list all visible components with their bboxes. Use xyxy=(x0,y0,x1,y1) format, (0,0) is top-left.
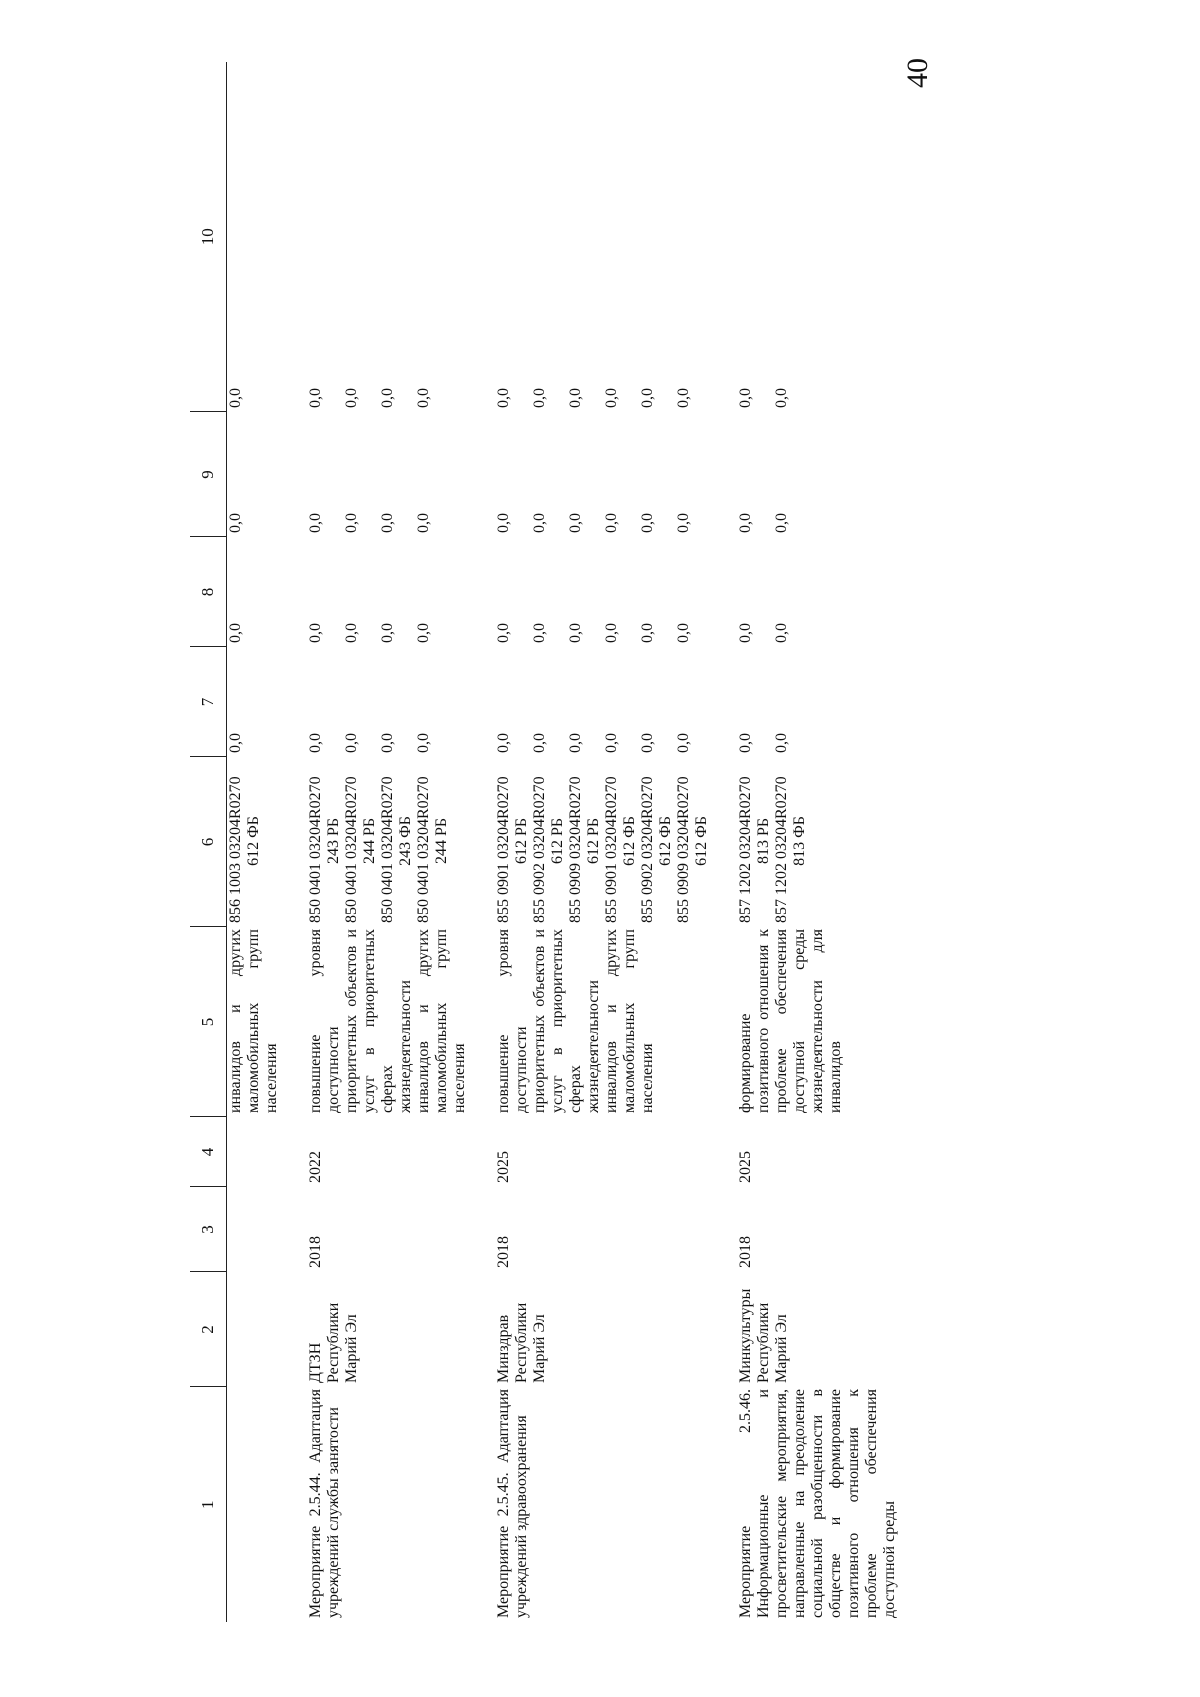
col-header-1: 1 xyxy=(190,1387,227,1622)
budget-code-cell xyxy=(495,757,737,927)
amount-cell-c9 xyxy=(227,412,308,537)
table-row xyxy=(307,62,495,1622)
measure-name-cell: Мероприятие 2.5.44. Адаптация учреждений службы занятости xyxy=(307,1389,342,1618)
col-header-9: 9 xyxy=(190,412,227,537)
amount-value: 0,0 xyxy=(773,623,790,643)
amount-value: 0,0 xyxy=(567,513,584,533)
amount-value: 0,0 xyxy=(531,513,548,533)
col-header-4: 4 xyxy=(190,1117,227,1187)
amount-cell-c8 xyxy=(307,537,495,647)
budget-code: 857 1202 03204R0270 xyxy=(737,776,754,923)
amount-cell-c10 xyxy=(307,62,495,412)
executor-cell xyxy=(227,1272,308,1387)
amount-value: 0,0 xyxy=(415,513,432,533)
col-header-6: 6 xyxy=(190,757,227,927)
start-year-cell: 2018 xyxy=(307,1236,324,1268)
amount-value: 0,0 xyxy=(379,388,396,408)
amount-cell-c10 xyxy=(495,62,737,412)
amount-value: 0,0 xyxy=(675,388,692,408)
budget-code: 855 0909 03204R0270 xyxy=(567,776,584,923)
amount-value: 0,0 xyxy=(307,388,324,408)
amount-value: 0,0 xyxy=(379,623,396,643)
budget-code: 850 0401 03204R0270 xyxy=(343,776,360,923)
budget-code-suffix: 813 РБ xyxy=(755,817,772,865)
end-year-cell: 2022 xyxy=(307,1151,324,1183)
amount-value: 0,0 xyxy=(343,623,360,643)
amount-cell-c8 xyxy=(227,537,308,647)
budget-code-suffix: 813 ФБ xyxy=(791,816,808,866)
table-body xyxy=(227,62,926,1622)
table-row xyxy=(737,62,925,1622)
budget-code: 850 0401 03204R0270 xyxy=(307,776,324,923)
budget-code-cell xyxy=(307,757,495,927)
budget-code: 855 0901 03204R0270 xyxy=(603,776,620,923)
budget-code: 850 0401 03204R0270 xyxy=(379,776,396,923)
rotated-table-container xyxy=(190,62,980,1622)
amount-value: 0,0 xyxy=(343,513,360,533)
col-header-3: 3 xyxy=(190,1187,227,1272)
amount-cell-c9 xyxy=(307,412,495,537)
amount-value: 0,0 xyxy=(567,733,584,753)
col-header-5: 5 xyxy=(190,927,227,1117)
budget-code-suffix: 612 ФБ xyxy=(657,816,674,866)
start-year-cell xyxy=(227,1187,308,1272)
amount-value: 0,0 xyxy=(307,733,324,753)
amount-cell-c8 xyxy=(495,537,737,647)
budget-code: 855 0901 03204R0270 xyxy=(495,776,512,923)
amount-value: 0,0 xyxy=(603,388,620,408)
amount-value: 0,0 xyxy=(415,388,432,408)
amount-value: 0,0 xyxy=(675,513,692,533)
measure-name-cell: Мероприятие 2.5.45. Адаптация учреждений здравоохранения xyxy=(495,1389,530,1618)
amount-value: 0,0 xyxy=(531,388,548,408)
amount-value: 0,0 xyxy=(495,733,512,753)
budget-code-suffix: 243 ФБ xyxy=(397,816,414,866)
amount-value: 0,0 xyxy=(531,733,548,753)
budget-code: 855 0909 03204R0270 xyxy=(675,776,692,923)
amount-value: 0,0 xyxy=(773,733,790,753)
start-year-cell: 2018 xyxy=(495,1236,512,1268)
start-year-cell: 2018 xyxy=(737,1236,754,1268)
col-header-10: 10 xyxy=(190,62,227,412)
amount-value: 0,0 xyxy=(773,513,790,533)
executor-cell: Минздрав Республики Марий Эл xyxy=(495,1302,548,1383)
end-year-cell: 2025 xyxy=(495,1151,512,1183)
budget-code-cell xyxy=(737,757,925,927)
budget-code-suffix: 612 РБ xyxy=(549,817,566,865)
amount-value: 0,0 xyxy=(495,513,512,533)
budget-code-suffix: 612 ФБ xyxy=(693,816,710,866)
amount-value: 0,0 xyxy=(415,623,432,643)
page-number: 40 xyxy=(901,58,934,88)
budget-code-suffix: 244 РБ xyxy=(361,817,378,865)
budget-code-suffix: 243 РБ xyxy=(325,817,342,865)
amount-value: 0,0 xyxy=(415,733,432,753)
amount-cell-c7 xyxy=(495,647,737,757)
amount-value: 0,0 xyxy=(737,623,754,643)
end-year-cell: 2025 xyxy=(737,1151,754,1183)
budget-code-suffix: 612 РБ xyxy=(585,817,602,865)
table-row xyxy=(227,62,308,1622)
program-measures-table xyxy=(190,62,925,1622)
amount-value: 0,0 xyxy=(675,623,692,643)
amount-cell-c10 xyxy=(737,62,925,412)
amount-value: 0,0 xyxy=(567,388,584,408)
amount-value: 0,0 xyxy=(737,513,754,533)
amount-value: 0,0 xyxy=(639,733,656,753)
budget-code-suffix: 244 РБ xyxy=(433,817,450,865)
amount-value: 0,0 xyxy=(531,623,548,643)
col-header-8: 8 xyxy=(190,537,227,647)
amount-value: 0,0 xyxy=(567,623,584,643)
amount-value: 0,0 xyxy=(379,733,396,753)
amount-value: 0,0 xyxy=(307,513,324,533)
amount-value: 0,0 xyxy=(603,733,620,753)
amount-value: 0,0 xyxy=(603,623,620,643)
amount-cell-c9 xyxy=(495,412,737,537)
amount-value: 0,0 xyxy=(639,388,656,408)
amount-value: 0,0 xyxy=(737,733,754,753)
amount-value: 0,0 xyxy=(343,733,360,753)
amount-value: 0,0 xyxy=(639,513,656,533)
amount-value: 0,0 xyxy=(737,388,754,408)
budget-code: 857 1202 03204R0270 xyxy=(773,776,790,923)
amount-value: 0,0 xyxy=(307,623,324,643)
budget-code: 855 0902 03204R0270 xyxy=(531,776,548,923)
amount-value: 0,0 xyxy=(227,623,244,643)
executor-cell: ДТЗН Республики Марий Эл xyxy=(307,1302,360,1383)
expected-result-cell: повышение уровня доступности приоритетных объектов и услуг в приоритетных сферах жизнедеятельности инвалидов и других маломобильных групп населения xyxy=(307,929,468,1113)
budget-code-suffix: 612 РБ xyxy=(513,817,530,865)
amount-value: 0,0 xyxy=(227,733,244,753)
amount-value: 0,0 xyxy=(227,513,244,533)
header-row xyxy=(190,62,227,1622)
amount-value: 0,0 xyxy=(343,388,360,408)
amount-value: 0,0 xyxy=(495,623,512,643)
budget-code: 855 0902 03204R0270 xyxy=(639,776,656,923)
amount-value: 0,0 xyxy=(379,513,396,533)
amount-value: 0,0 xyxy=(603,513,620,533)
budget-code-cell xyxy=(227,757,308,927)
budget-code-suffix: 612 ФБ xyxy=(245,816,262,866)
measure-name-cell: Мероприятие 2.5.46. Информационные и просветительские мероприятия, направленные на преодоление социальной разобщенности в обществе и формирование позитивного отношения к проблеме обеспечения доступной среды xyxy=(737,1389,898,1618)
amount-cell-c7 xyxy=(307,647,495,757)
col-header-7: 7 xyxy=(190,647,227,757)
amount-cell-c9 xyxy=(737,412,925,537)
executor-cell: Минкультуры Республики Марий Эл xyxy=(737,1288,790,1383)
amount-value: 0,0 xyxy=(773,388,790,408)
amount-value: 0,0 xyxy=(227,388,244,408)
amount-value: 0,0 xyxy=(495,388,512,408)
amount-cell-c8 xyxy=(737,537,925,647)
measure-name-cell xyxy=(227,1387,308,1622)
amount-cell-c7 xyxy=(227,647,308,757)
expected-result-cell: повышение уровня доступности приоритетных объектов и услуг в приоритетных сферах жизнедеятельности инвалидов и других маломобильных групп населения xyxy=(495,929,656,1113)
expected-result-cell: формирование позитивного отношения к проблеме обеспечения доступной среды жизнедеятельности для инвалидов xyxy=(737,929,844,1113)
budget-code: 850 0401 03204R0270 xyxy=(415,776,432,923)
budget-code: 856 1003 03204R0270 xyxy=(227,776,244,923)
end-year-cell xyxy=(227,1117,308,1187)
table-row xyxy=(495,62,737,1622)
expected-result-cell: инвалидов и других маломобильных групп населения xyxy=(227,929,280,1113)
amount-value: 0,0 xyxy=(675,733,692,753)
col-header-2: 2 xyxy=(190,1272,227,1387)
amount-cell-c10 xyxy=(227,62,308,412)
budget-code-suffix: 612 ФБ xyxy=(621,816,638,866)
amount-value: 0,0 xyxy=(639,623,656,643)
amount-cell-c7 xyxy=(737,647,925,757)
